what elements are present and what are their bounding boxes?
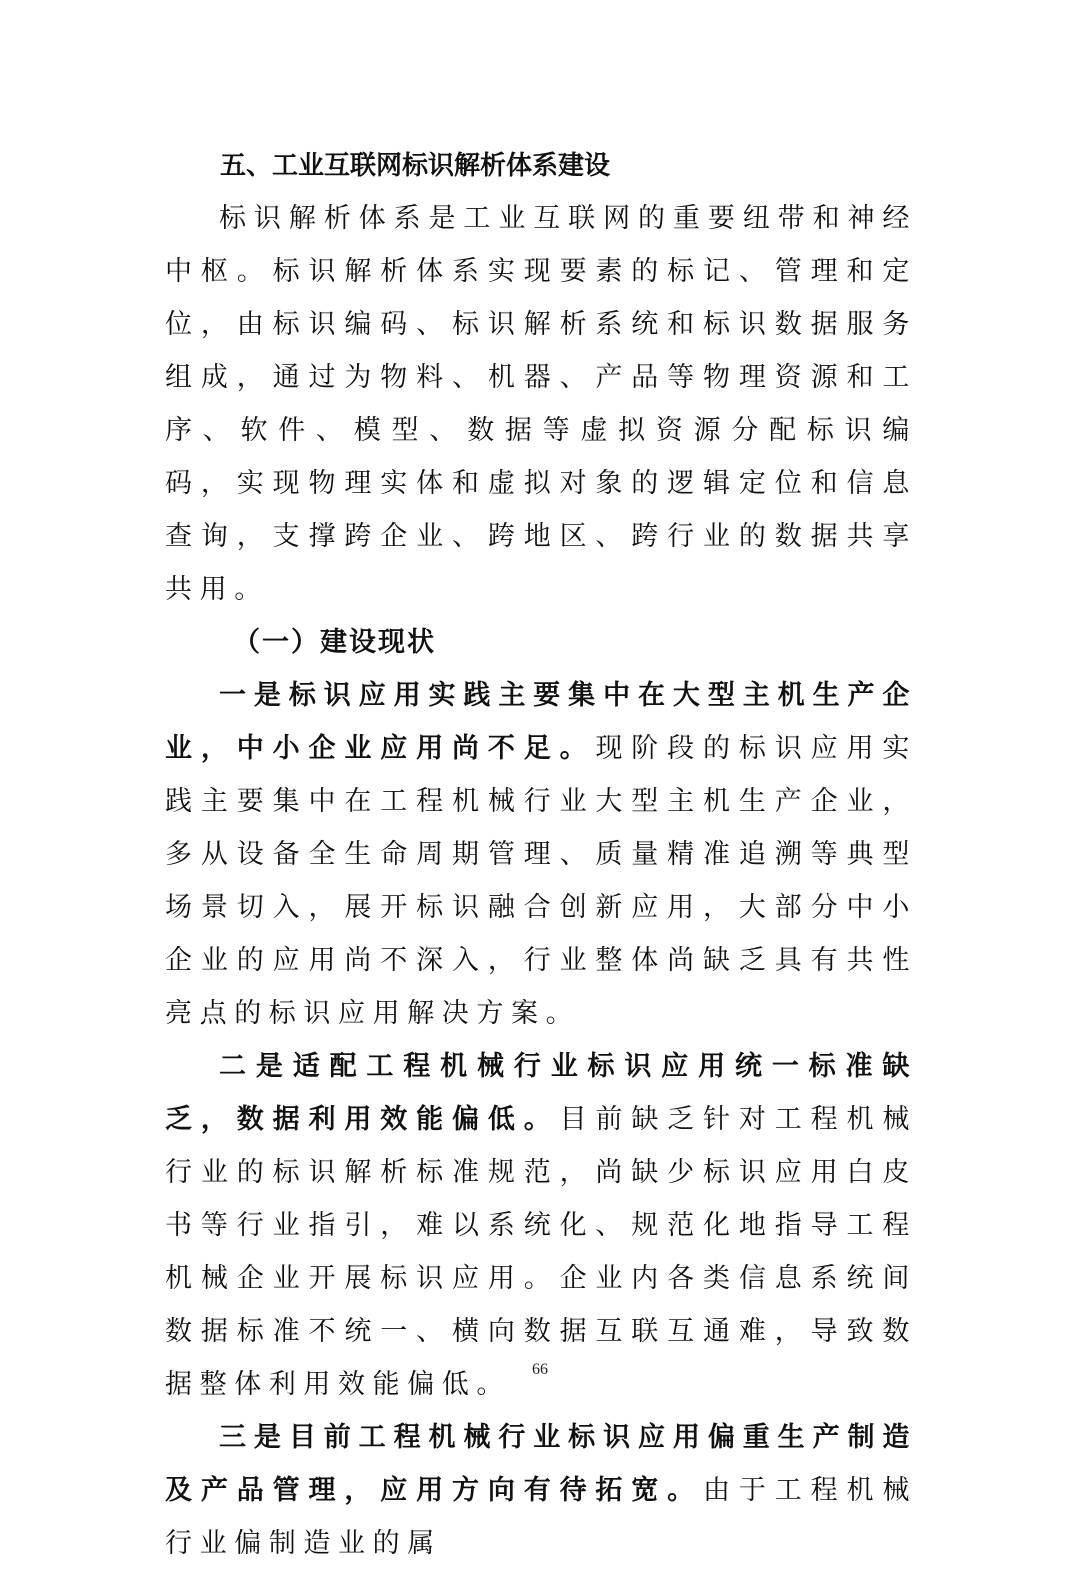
page-number: 66 [532, 1361, 548, 1378]
point-body-1: 现阶段的标识应用实践主要集中在工程机械行业大型主机生产企业，多从设备全生命周期管理、质量精准追溯等典型场景切入，展开标识融合创新应用，大部分中小企业的应用尚不深入，行业整体尚缺乏具有共性亮点的标识应用解决方案。 [165, 733, 917, 1029]
point-paragraph-3 [165, 1411, 917, 1570]
subsection-title: （一）建设现状 [233, 627, 436, 658]
point-lead-2: 二是适配工程机械行业标识应用统一标准缺乏，数据利用效能偏低。 [165, 1051, 917, 1135]
point-paragraph-2 [165, 1040, 917, 1411]
intro-paragraph: 标识解析体系是工业互联网的重要纽带和神经中枢。标识解析体系实现要素的标记、管理和定位，由标识编码、标识解析系统和标识数据服务组成，通过为物料、机器、产品等物理资源和工序、软件、模型、数据等虚拟资源分配标识编码，实现物理实体和虚拟对象的逻辑定位和信息查询，支撑跨企业、跨地区、跨行业的数据共享共用。 [165, 203, 917, 605]
page-body [165, 140, 917, 1570]
point-body-3: 由于工程机械行业偏制造业的属 [165, 1475, 917, 1559]
point-lead-3: 三是目前工程机械行业标识应用偏重生产制造及产品管理，应用方向有待拓宽。 [165, 1422, 917, 1506]
section-title: 五、工业互联网标识解析体系建设 [220, 151, 611, 181]
point-lead-1: 一是标识应用实践主要集中在大型主机生产企业，中小企业应用尚不足。 [165, 680, 917, 764]
point-paragraph-1 [165, 669, 917, 1040]
point-body-2: 目前缺乏针对工程机械行业的标识解析标准规范，尚缺少标识应用白皮书等行业指引，难以系统化、规范化地指导工程机械企业开展标识应用。企业内各类信息系统间数据标准不统一、横向数据互联互通难，导致数据整体利用效能偏低。 [165, 1104, 918, 1400]
